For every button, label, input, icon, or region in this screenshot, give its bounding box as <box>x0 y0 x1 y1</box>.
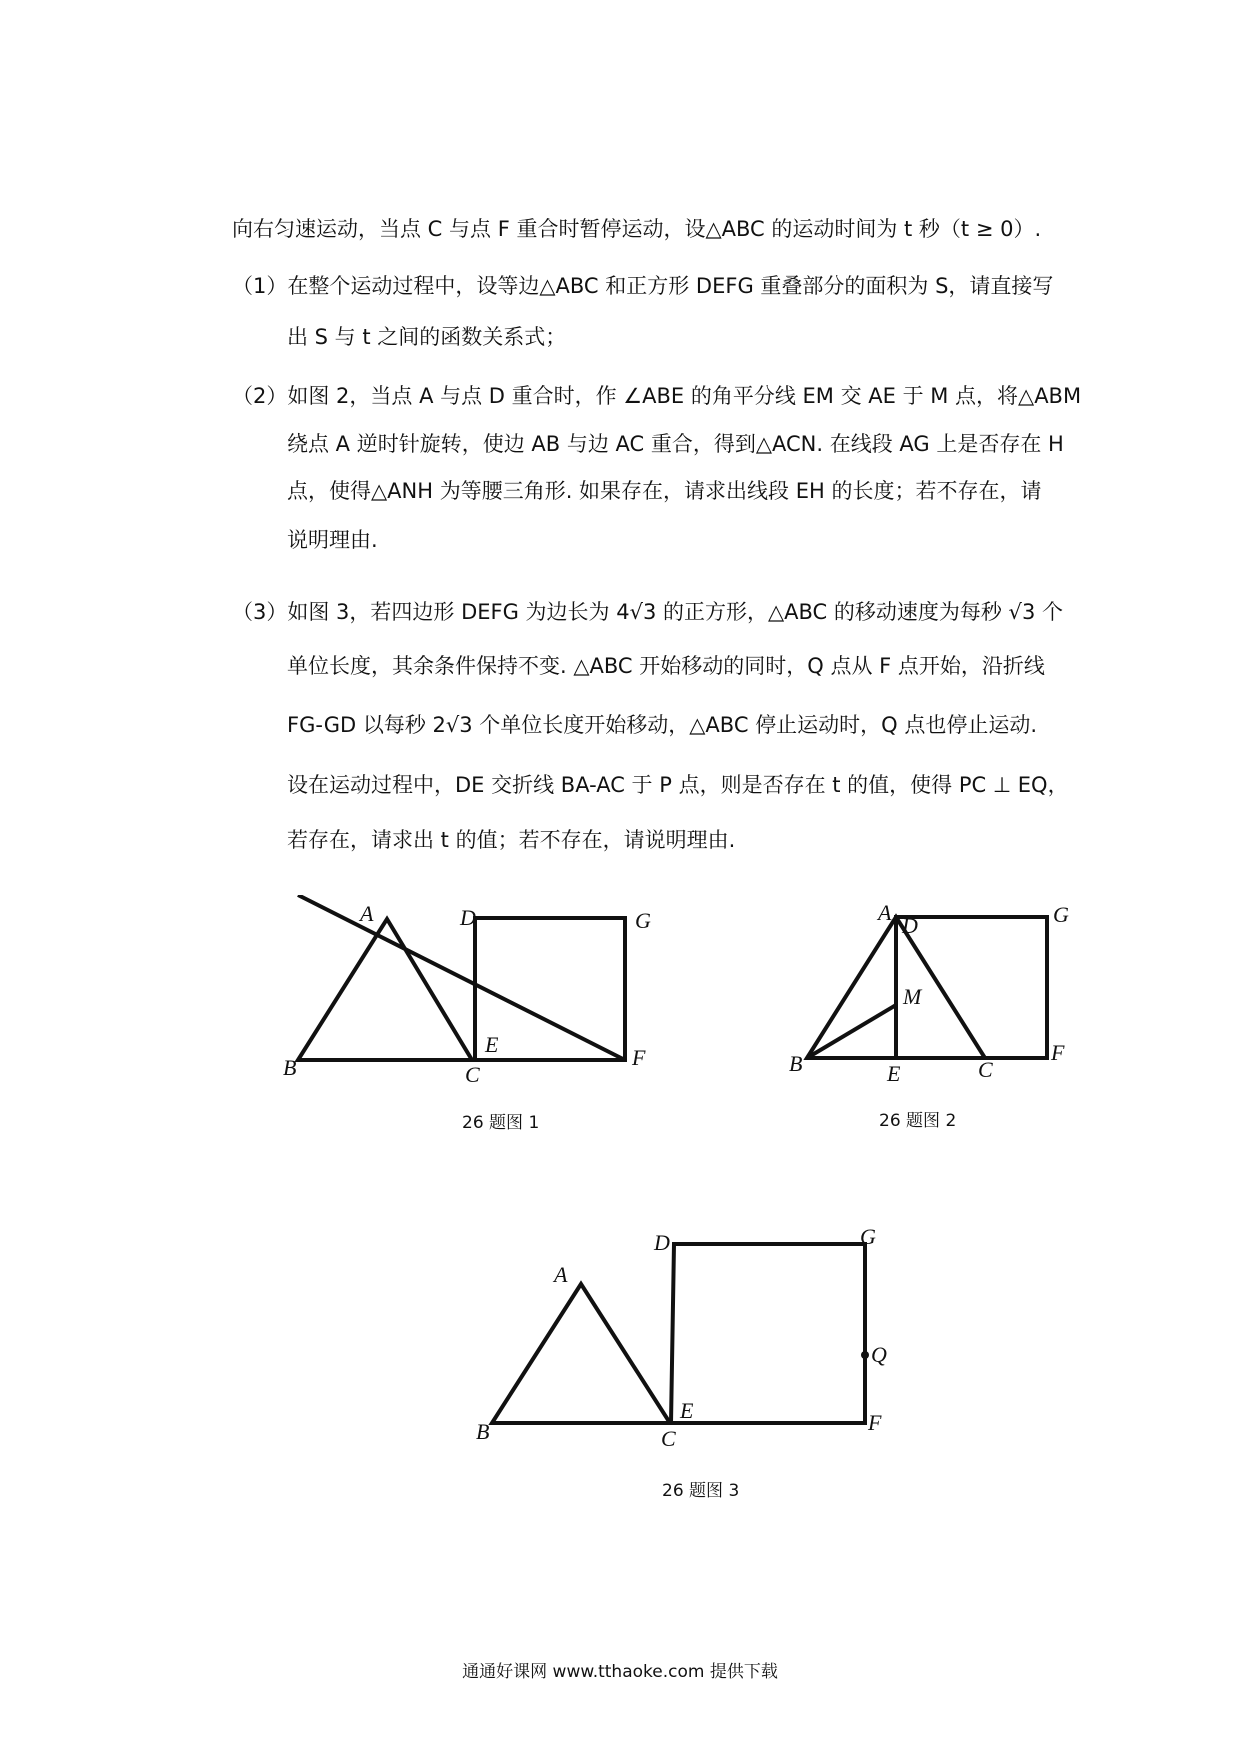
label-f: F <box>632 1045 646 1070</box>
label-m: M <box>903 984 922 1009</box>
page-footer: 通通好课网 www.tthaoke.com 提供下载 <box>462 1662 778 1682</box>
question-3-line-2: 单位长度，其余条件保持不变. △ABC 开始移动的同时，Q 点从 F 点开始，沿折线 <box>287 654 1045 678</box>
label-d: D <box>654 1230 670 1255</box>
label-d: D <box>460 905 476 930</box>
label-b: B <box>476 1419 490 1444</box>
question-2-line-2: 绕点 A 逆时针旋转，使边 AB 与边 AC 重合，得到△ACN. 在线段 AG 上是否存在 H <box>287 432 1064 456</box>
label-g: G <box>1053 902 1069 927</box>
label-q: Q <box>871 1342 887 1367</box>
question-1-line-1: （1）在整个运动过程中，设等边△ABC 和正方形 DEFG 重叠部分的面积为 S，请直接写 <box>232 274 1054 298</box>
label-b: B <box>283 1055 297 1080</box>
bisector-bm <box>807 1005 896 1058</box>
figure-1-caption: 26 题图 1 <box>462 1113 540 1133</box>
label-g: G <box>635 908 651 933</box>
label-c: C <box>661 1426 676 1451</box>
label-f: F <box>1051 1040 1065 1065</box>
figure-2 <box>785 895 1095 1095</box>
label-a: A <box>554 1262 568 1287</box>
question-2-line-3: 点，使得△ANH 为等腰三角形. 如果存在，请求出线段 EH 的长度；若不存在，请 <box>287 479 1042 503</box>
label-e: E <box>485 1032 499 1057</box>
figure-3-caption: 26 题图 3 <box>662 1481 740 1501</box>
point-q <box>861 1351 869 1359</box>
label-e: E <box>680 1398 694 1423</box>
square-defg <box>671 1244 865 1423</box>
question-3-line-4: 设在运动过程中，DE 交折线 BA-AC 于 P 点，则是否存在 t 的值，使得 PC ⊥ EQ， <box>287 773 1069 797</box>
question-2-line-4: 说明理由. <box>287 528 378 552</box>
label-c: C <box>978 1057 993 1082</box>
label-a: A <box>360 901 374 926</box>
label-b: B <box>789 1051 803 1076</box>
label-a: A <box>878 900 892 925</box>
question-3-line-1: （3）如图 3，若四边形 DEFG 为边长为 4√3 的正方形，△ABC 的移动速度为每秒 √3 个 <box>232 600 1063 624</box>
question-3-line-3: FG-GD 以每秒 2√3 个单位长度开始移动，△ABC 停止运动时，Q 点也停止运动. <box>287 713 1038 737</box>
label-c: C <box>465 1062 480 1087</box>
figure-2-caption: 26 题图 2 <box>879 1111 957 1131</box>
figure-1 <box>280 895 660 1095</box>
figure-3 <box>470 1220 910 1470</box>
problem-intro: 向右匀速运动，当点 C 与点 F 重合时暂停运动，设△ABC 的运动时间为 t 秒（t ≥ 0）. <box>232 217 1042 241</box>
question-3-line-5: 若存在，请求出 t 的值；若不存在，请说明理由. <box>287 828 736 852</box>
label-e: E <box>887 1061 901 1086</box>
label-f: F <box>868 1410 882 1435</box>
triangle-abc <box>492 1284 670 1423</box>
question-1-line-2: 出 S 与 t 之间的函数关系式； <box>287 325 567 349</box>
label-g: G <box>860 1224 876 1249</box>
question-2-line-1: （2）如图 2，当点 A 与点 D 重合时，作 ∠ABE 的角平分线 EM 交 AE 于 M 点，将△ABM <box>232 384 1082 408</box>
label-d: D <box>902 913 918 938</box>
